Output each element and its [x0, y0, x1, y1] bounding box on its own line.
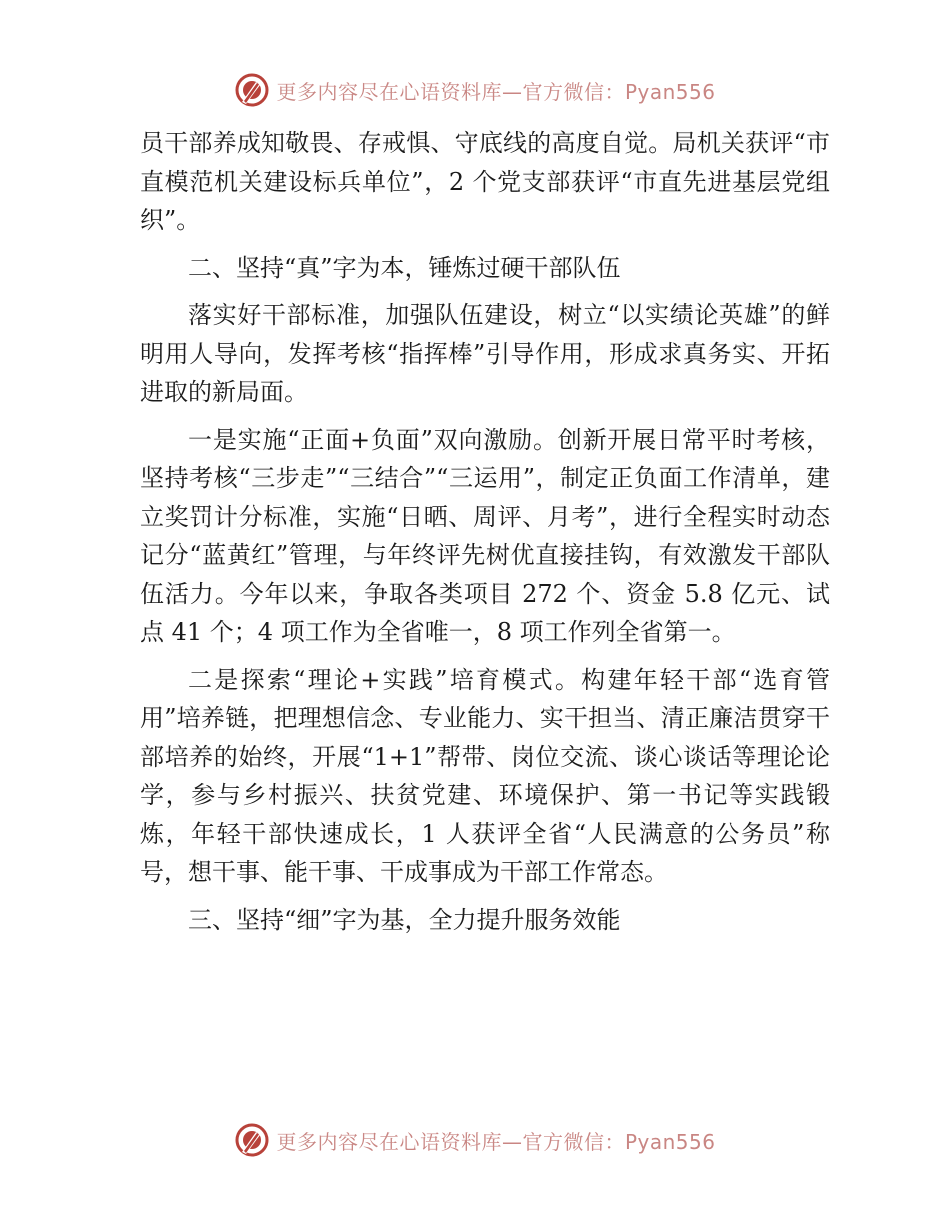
footer-banner-text: 更多内容尽在心语资料库—官方微信：Pyan556 — [276, 1129, 716, 1154]
paragraph-training: 二是探索“理论+实践”培育模式。构建年轻干部“选育管用”培养链，把理想信念、专业能力、实干担当、清正廉洁贯穿干部培养的始终，开展“1+1”帮带、岗位交流、谈心谈话等理论论学，参与乡村振兴、扶贫党建、环境保护、第一书记等实践锻炼，年轻干部快速成长，1 人获评全省“人民满意的公务员”称号，想干事、能干事、干成事成为干部工作常态。 — [140, 665, 830, 886]
document-body — [140, 124, 830, 948]
footer-banner — [0, 1118, 950, 1162]
paragraph-intro: 落实好干部标准，加强队伍建设，树立“以实绩论英雄”的鲜明用人导向，发挥考核“指挥棒”引导作用，形成求真务实、开拓进取的新局面。 — [140, 301, 830, 406]
section-heading-2: 二、坚持“真”字为本，锤炼过硬干部队伍 — [188, 253, 621, 282]
pen-seal-icon — [234, 72, 270, 108]
paragraph-continuation: 员干部养成知敬畏、存戒惧、守底线的高度自觉。局机关获评“市直模范机关建设标兵单位”，2 个党支部获评“市直先进基层党组织”。 — [140, 129, 830, 234]
header-banner-text: 更多内容尽在心语资料库—官方微信：Pyan556 — [276, 79, 716, 104]
section-heading-3: 三、坚持“细”字为基，全力提升服务效能 — [188, 905, 621, 934]
pen-seal-icon — [234, 1122, 270, 1158]
paragraph-incentive: 一是实施“正面+负面”双向激励。创新开展日常平时考核，坚持考核“三步走”“三结合”“三运用”，制定正负面工作清单，建立奖罚计分标准，实施“日晒、周评、月考”，进行全程实时动态记分“蓝黄红”管理，与年终评先树优直接挂钩，有效激发干部队伍活力。今年以来，争取各类项目 272 个、资金 5.8 亿元、试点 41 个；4 项工作为全省唯一，8 项工作列全省第一。 — [140, 425, 830, 646]
header-banner — [0, 68, 950, 112]
